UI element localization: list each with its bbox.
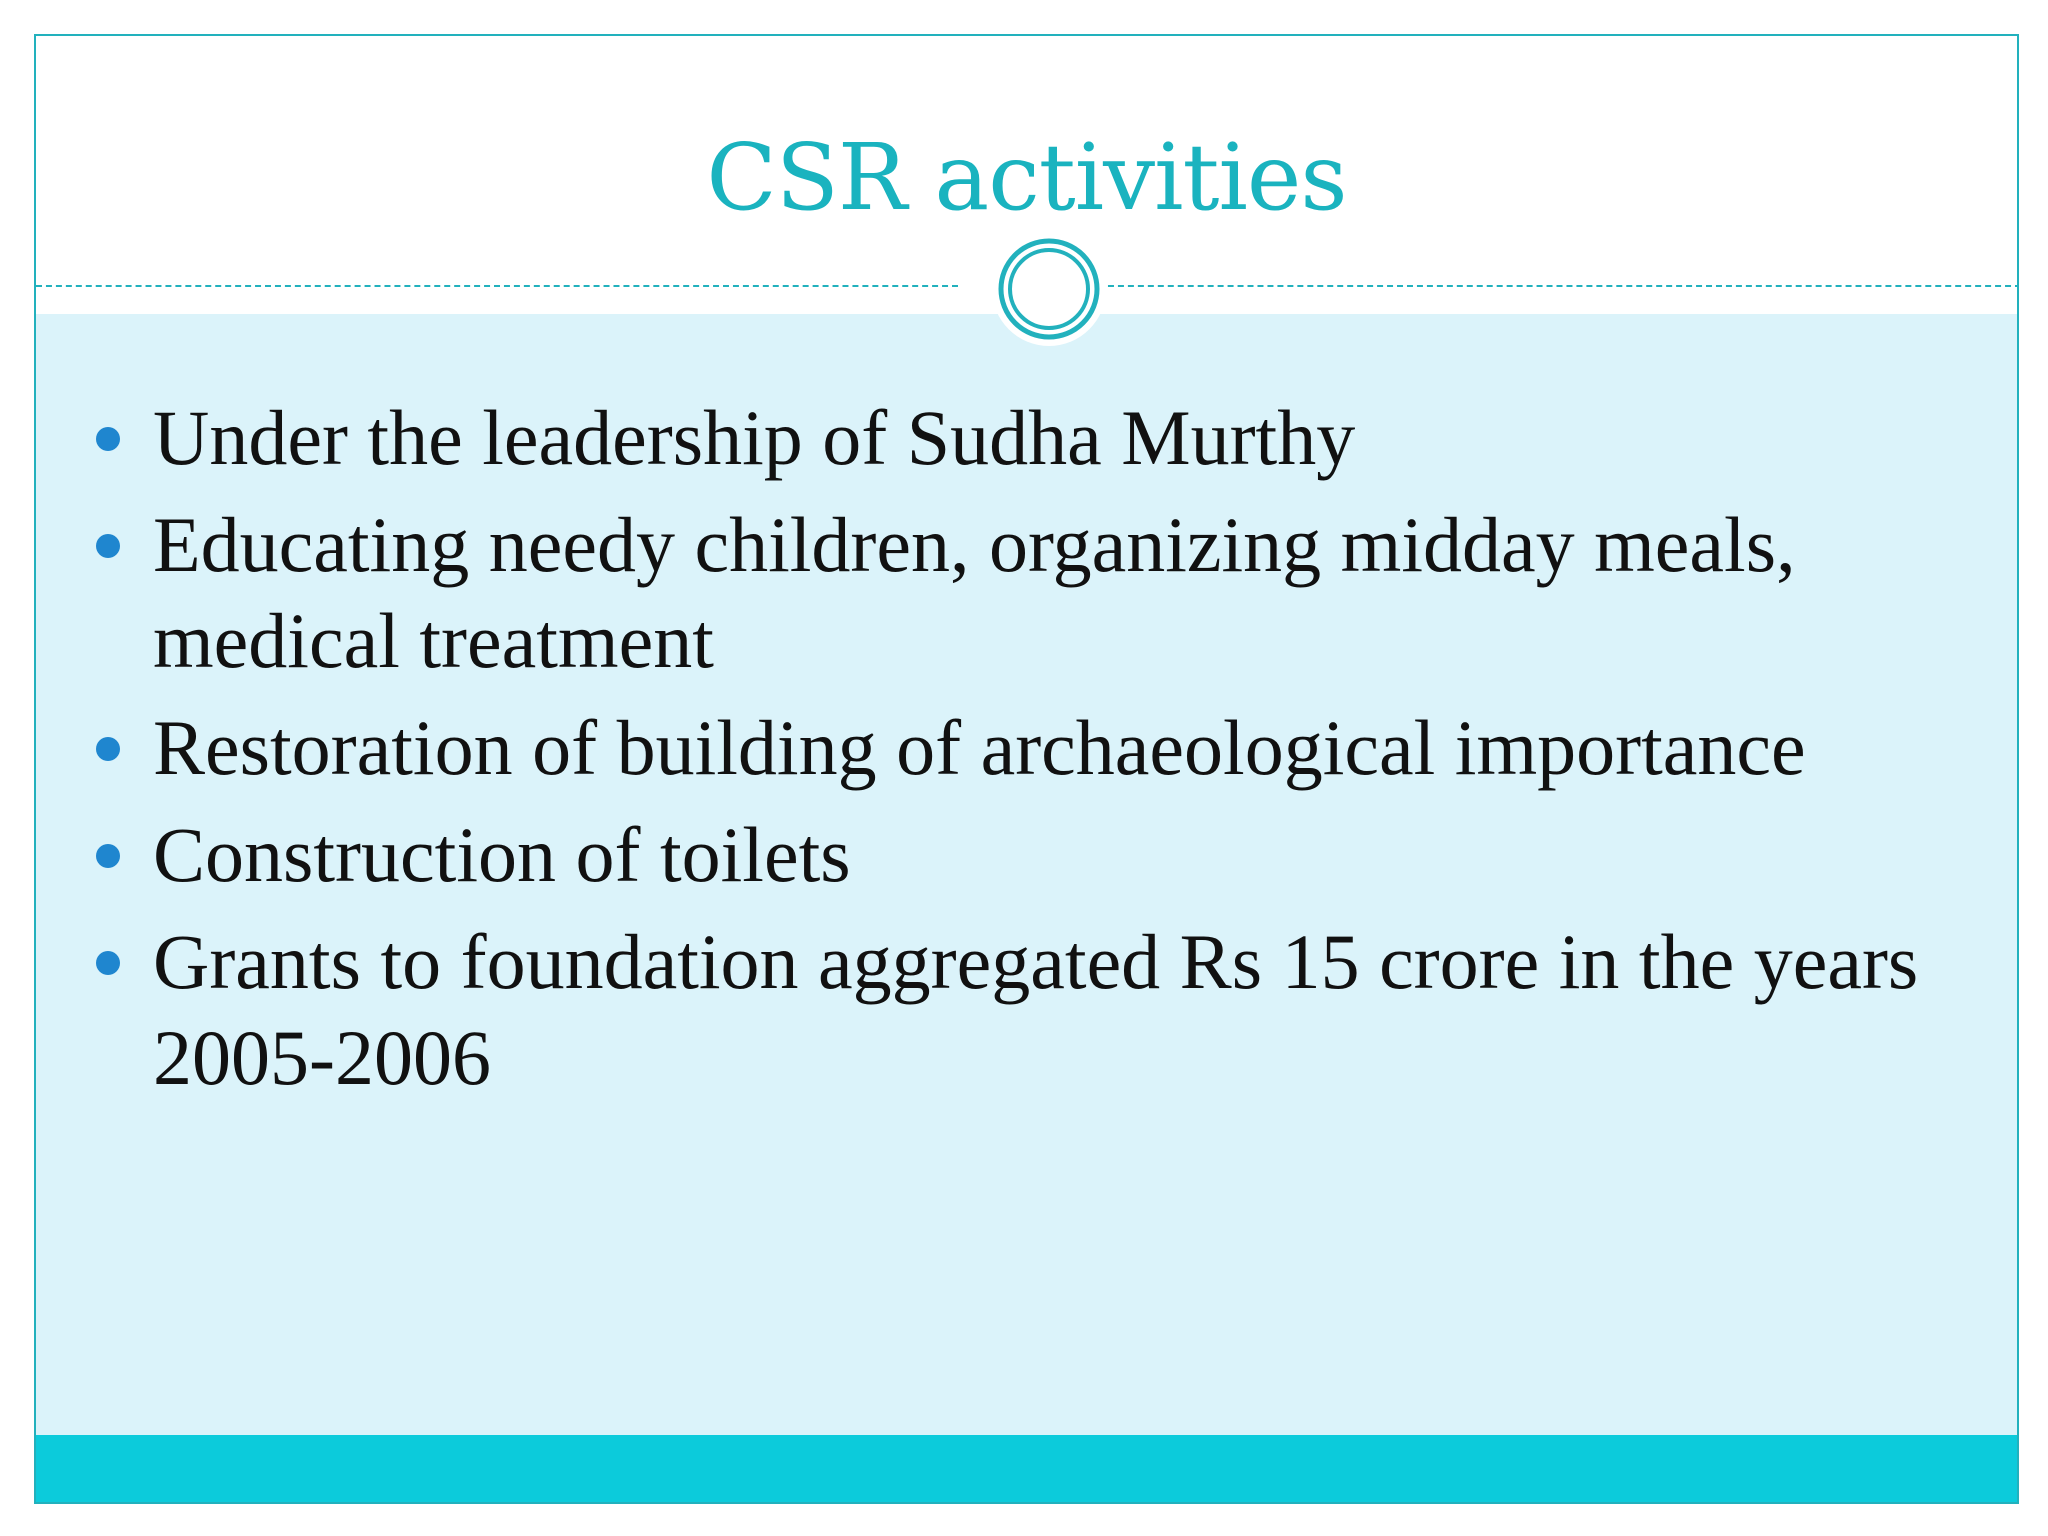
bullet-item xyxy=(36,390,2017,486)
bullet-item xyxy=(36,914,2017,1106)
bullet-text: Grants to foundation aggregated Rs 15 crore in the years 2005-2006 xyxy=(153,918,1919,1101)
bullet-icon xyxy=(96,427,120,451)
bullet-icon xyxy=(96,737,120,761)
slide-title: CSR activities xyxy=(706,124,1347,231)
bullet-text: Construction of toilets xyxy=(153,811,851,898)
bullet-text: Educating needy children, organizing midday meals, medical treatment xyxy=(153,501,1796,684)
dashed-divider-left xyxy=(36,285,958,287)
bullet-item xyxy=(36,700,2017,796)
ring-ornament-icon xyxy=(991,231,1107,347)
bullet-text: Restoration of building of archaeological importance xyxy=(153,704,1806,791)
dashed-divider-right xyxy=(1098,285,2019,287)
bullet-list xyxy=(36,390,2017,1117)
bullet-icon xyxy=(96,534,120,558)
bullet-item xyxy=(36,807,2017,903)
bullet-item xyxy=(36,497,2017,689)
bullet-icon xyxy=(96,951,120,975)
bullet-text: Under the leadership of Sudha Murthy xyxy=(153,394,1356,481)
slide xyxy=(34,34,2019,1504)
bottom-accent-bar xyxy=(36,1435,2017,1504)
bullet-icon xyxy=(96,844,120,868)
